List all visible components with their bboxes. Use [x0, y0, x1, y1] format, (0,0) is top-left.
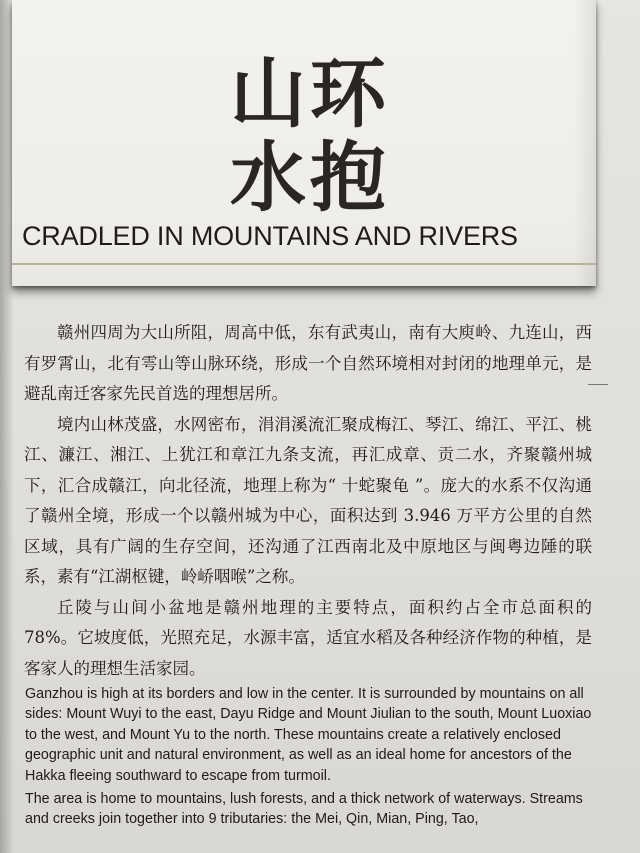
- english-paragraph-1: Ganzhou is high at its borders and low in the center. It is surrounded by mountains on all sides: Mount Wuyi to the east, Dayu Ridge and Mount Jiulian to the south, Mount Luoxiao to the west, and Mount Yu to the north. These mountains create a relatively enclosed geographic unit and natural environment, as well as an ideal home for ancestors of the Hakka fleeing southward to escape from turmoil.: [25, 686, 592, 784]
- chinese-paragraph-3: 丘陵与山间小盆地是赣州地理的主要特点，面积约占全市总面积的 78%。它坡度低，光照充足，水源丰富，适宜水稻及各种经济作物的种植，是客家人的理想生活家园。: [24, 597, 592, 678]
- wall-scratch-mark: [588, 384, 608, 385]
- english-paragraph-2: The area is home to mountains, lush forests, and a thick network of waterways. Streams and creeks join together into 9 tributaries: the Mei, Qin, Mian, Ping, Tao,: [25, 791, 583, 828]
- english-title: CRADLED IN MOUNTAINS AND RIVERS: [22, 221, 518, 251]
- chinese-text-block: [24, 318, 592, 684]
- chinese-paragraph-1: 赣州四周为大山所阻，周高中低，东有武夷山，南有大庾岭、九连山，西有罗霄山，北有雩山等山脉环绕，形成一个自然环境相对封闭的地理单元，是避乱南迁客家先民首选的理想居所。: [24, 323, 592, 403]
- chinese-title-line-2: 水抱: [230, 133, 390, 222]
- chinese-title-line-1: 山环: [230, 49, 390, 138]
- chinese-paragraph-2: 境内山林茂盛，水网密布，涓涓溪流汇聚成梅江、琴江、绵江、平江、桃江、濂江、湘江、上犹江和章江九条支流，再汇成章、贡二水，齐聚赣州城下，汇合成赣江，向北径流，地理上称为“ 十蛇聚龟 ”。庞大的水系不仅沟通了赣州全境，形成一个以赣州城为中心，面积达到 3.946 万平方公里的自然区域，具有广阔的生存空间，还沟通了江西南北及中原地区与闽粤边陲的联系，素有“江湖枢键，岭峤咽喉”之称。: [24, 414, 592, 586]
- chinese-title: [230, 49, 400, 222]
- title-divider: [12, 263, 596, 265]
- english-text-block: [25, 684, 595, 833]
- title-panel: [12, 0, 596, 286]
